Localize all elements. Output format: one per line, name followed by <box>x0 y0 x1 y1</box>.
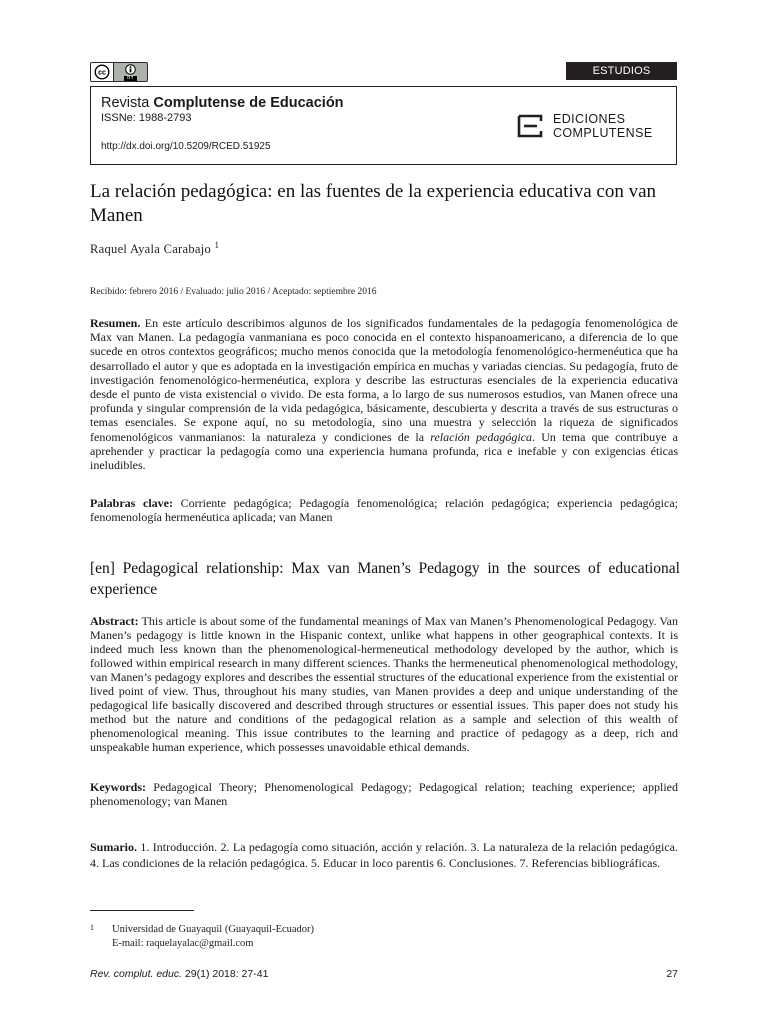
publisher-name <box>553 112 653 140</box>
footer-citation <box>90 968 268 980</box>
author-name <box>90 240 219 257</box>
resumen-paragraph <box>90 316 678 472</box>
abstract-label: Abstract: <box>90 614 139 628</box>
palabras-clave-label: Palabras clave: <box>90 496 173 510</box>
publisher-logo <box>517 112 653 140</box>
footnote-email[interactable]: E-mail: raquelayalac@gmail.com <box>112 938 254 949</box>
article-title: La relación pedagógica: en las fuentes de la experiencia educativa con van Manen <box>90 181 657 226</box>
english-title: [en] Pedagogical relationship: Max van Manen’s Pedagogy in the sources of educational experience <box>90 560 680 598</box>
publisher-line2: COMPLUTENSE <box>553 126 653 140</box>
sumario-paragraph <box>90 839 678 871</box>
page-number: 27 <box>666 968 678 980</box>
publisher-line1: EDICIONES <box>553 112 626 126</box>
abstract-text: This article is about some of the fundamental meanings of Max van Manen’s Phenomenological Pedagogy. Van Manen’s pedagogy is little known in the Hispanic context, unlike what happens in other geographical contexts. It is indeed much less known than the phenomenological-hermeneutical methodology developed by the author, which is followed within empirical research in many different sciences. Thanks the hermeneutical phenomenological methodology, van Manen’s pedagogy explores and describes the essential structures of the educational experience from the existential or lived point of view. Thus, throughout his many studies, van Manen provides a deep and unique understanding of the pedagogical life basically discovered and described through structures or essential issues. This paper does not study his method but the nature and conditions of the pedagogical relation as a sample and selection of this wealth of phenomenological meaning. This issue contributes to the learning and practice of pedagogy as a deep, rich and unspeakable human experience, which possesses unavoidable ethical demands. <box>90 614 678 754</box>
resumen-italic: relación pedagógica <box>430 429 532 444</box>
palabras-clave-text: Corriente pedagógica; Pedagogía fenomenológica; relación pedagógica; experiencia pedagógica; fenomenología hermenéutica aplicada; van Manen <box>90 496 679 525</box>
cc-by-license-badge <box>90 62 148 82</box>
issn: ISSNe: 1988-2793 <box>101 112 192 124</box>
cc-icon <box>91 63 114 81</box>
attribution-icon <box>114 63 147 81</box>
ediciones-complutense-icon <box>517 114 543 138</box>
footnote-number: 1 <box>90 923 94 932</box>
sumario-text: 1. Introducción. 2. La pedagogía como situación, acción y relación. 3. La naturaleza de la relación pedagógica. 4. Las condiciones de la relación pedagógica. 5. Educar in loco parentis 6. Conclusiones. 7. Referencias bibliográficas. <box>90 840 678 870</box>
svg-text:cc: cc <box>98 69 106 77</box>
keywords-label: Keywords: <box>90 780 146 794</box>
resumen-text-end: . Un tema que contribuye a aprehender y practicar la pedagogía como una experiencia humana profunda, rica e inefable y con exigencias éticas ineludibles. <box>90 429 678 473</box>
submission-dates: Recibido: febrero 2016 / Evaluado: julio 2016 / Aceptado: septiembre 2016 <box>90 287 377 297</box>
footnote-divider <box>90 910 194 911</box>
palabras-clave-paragraph <box>90 496 678 524</box>
journal-header <box>90 86 677 165</box>
author-text: Raquel Ayala Carabajo <box>90 242 212 257</box>
footnote-affiliation: Universidad de Guayaquil (Guayaquil-Ecuador) <box>112 924 315 935</box>
resumen-text: En este artículo describimos algunos de los significados fundamentales de la pedagogía fenomenológica de Max van Manen. La pedagogía vanmaniana es poco conocida en el contexto hispanoamericano, a diferencia de lo que sucede en otros contextos geográficos; mucho menos conocida que la metodología fenomenológico-hermenéutica que ha desarrollado el autor y que es adoptada en la investigación empírica en muchas y variadas ciencias. Su pedagogía, fruto de investigación fenomenológico-hermenéutica, explora y describe las estructuras esenciales de la experiencia educativa desde el punto de vista existencial o vivido. De esta forma, a lo largo de sus numerosos estudios, van Manen ofrece una profunda y singular comprensión de la vida pedagógica, básicamente, descubierta y descrita a través de sus estructuras o temas esenciales. Se expone aquí, no su metodología, sino una muestra y selección la riqueza de significados fenomenológicos vanmanianos: la naturaleza y condiciones de la <box>90 316 678 444</box>
footnote <box>90 923 314 951</box>
doi-link[interactable]: http://dx.doi.org/10.5209/RCED.51925 <box>101 141 271 152</box>
keywords-paragraph <box>90 780 678 808</box>
abstract-paragraph <box>90 614 678 754</box>
journal-name <box>101 95 344 111</box>
sumario-label: Sumario. <box>90 840 138 854</box>
footer-journal-abbrev: Rev. complut. educ. <box>90 968 183 980</box>
journal-name-prefix: Revista <box>101 95 154 111</box>
resumen-label: Resumen. <box>90 316 141 330</box>
footnote-ref: 1 <box>214 240 220 250</box>
footer-citation-text: 29(1) 2018: 27-41 <box>182 968 269 980</box>
section-label: ESTUDIOS <box>566 62 677 80</box>
by-label: BY <box>124 76 137 81</box>
journal-name-bold: Complutense de Educación <box>153 95 344 111</box>
keywords-text: Pedagogical Theory; Phenomenological Pedagogy; Pedagogical relation; teaching experience; applied phenomenology; van Manen <box>90 780 678 809</box>
